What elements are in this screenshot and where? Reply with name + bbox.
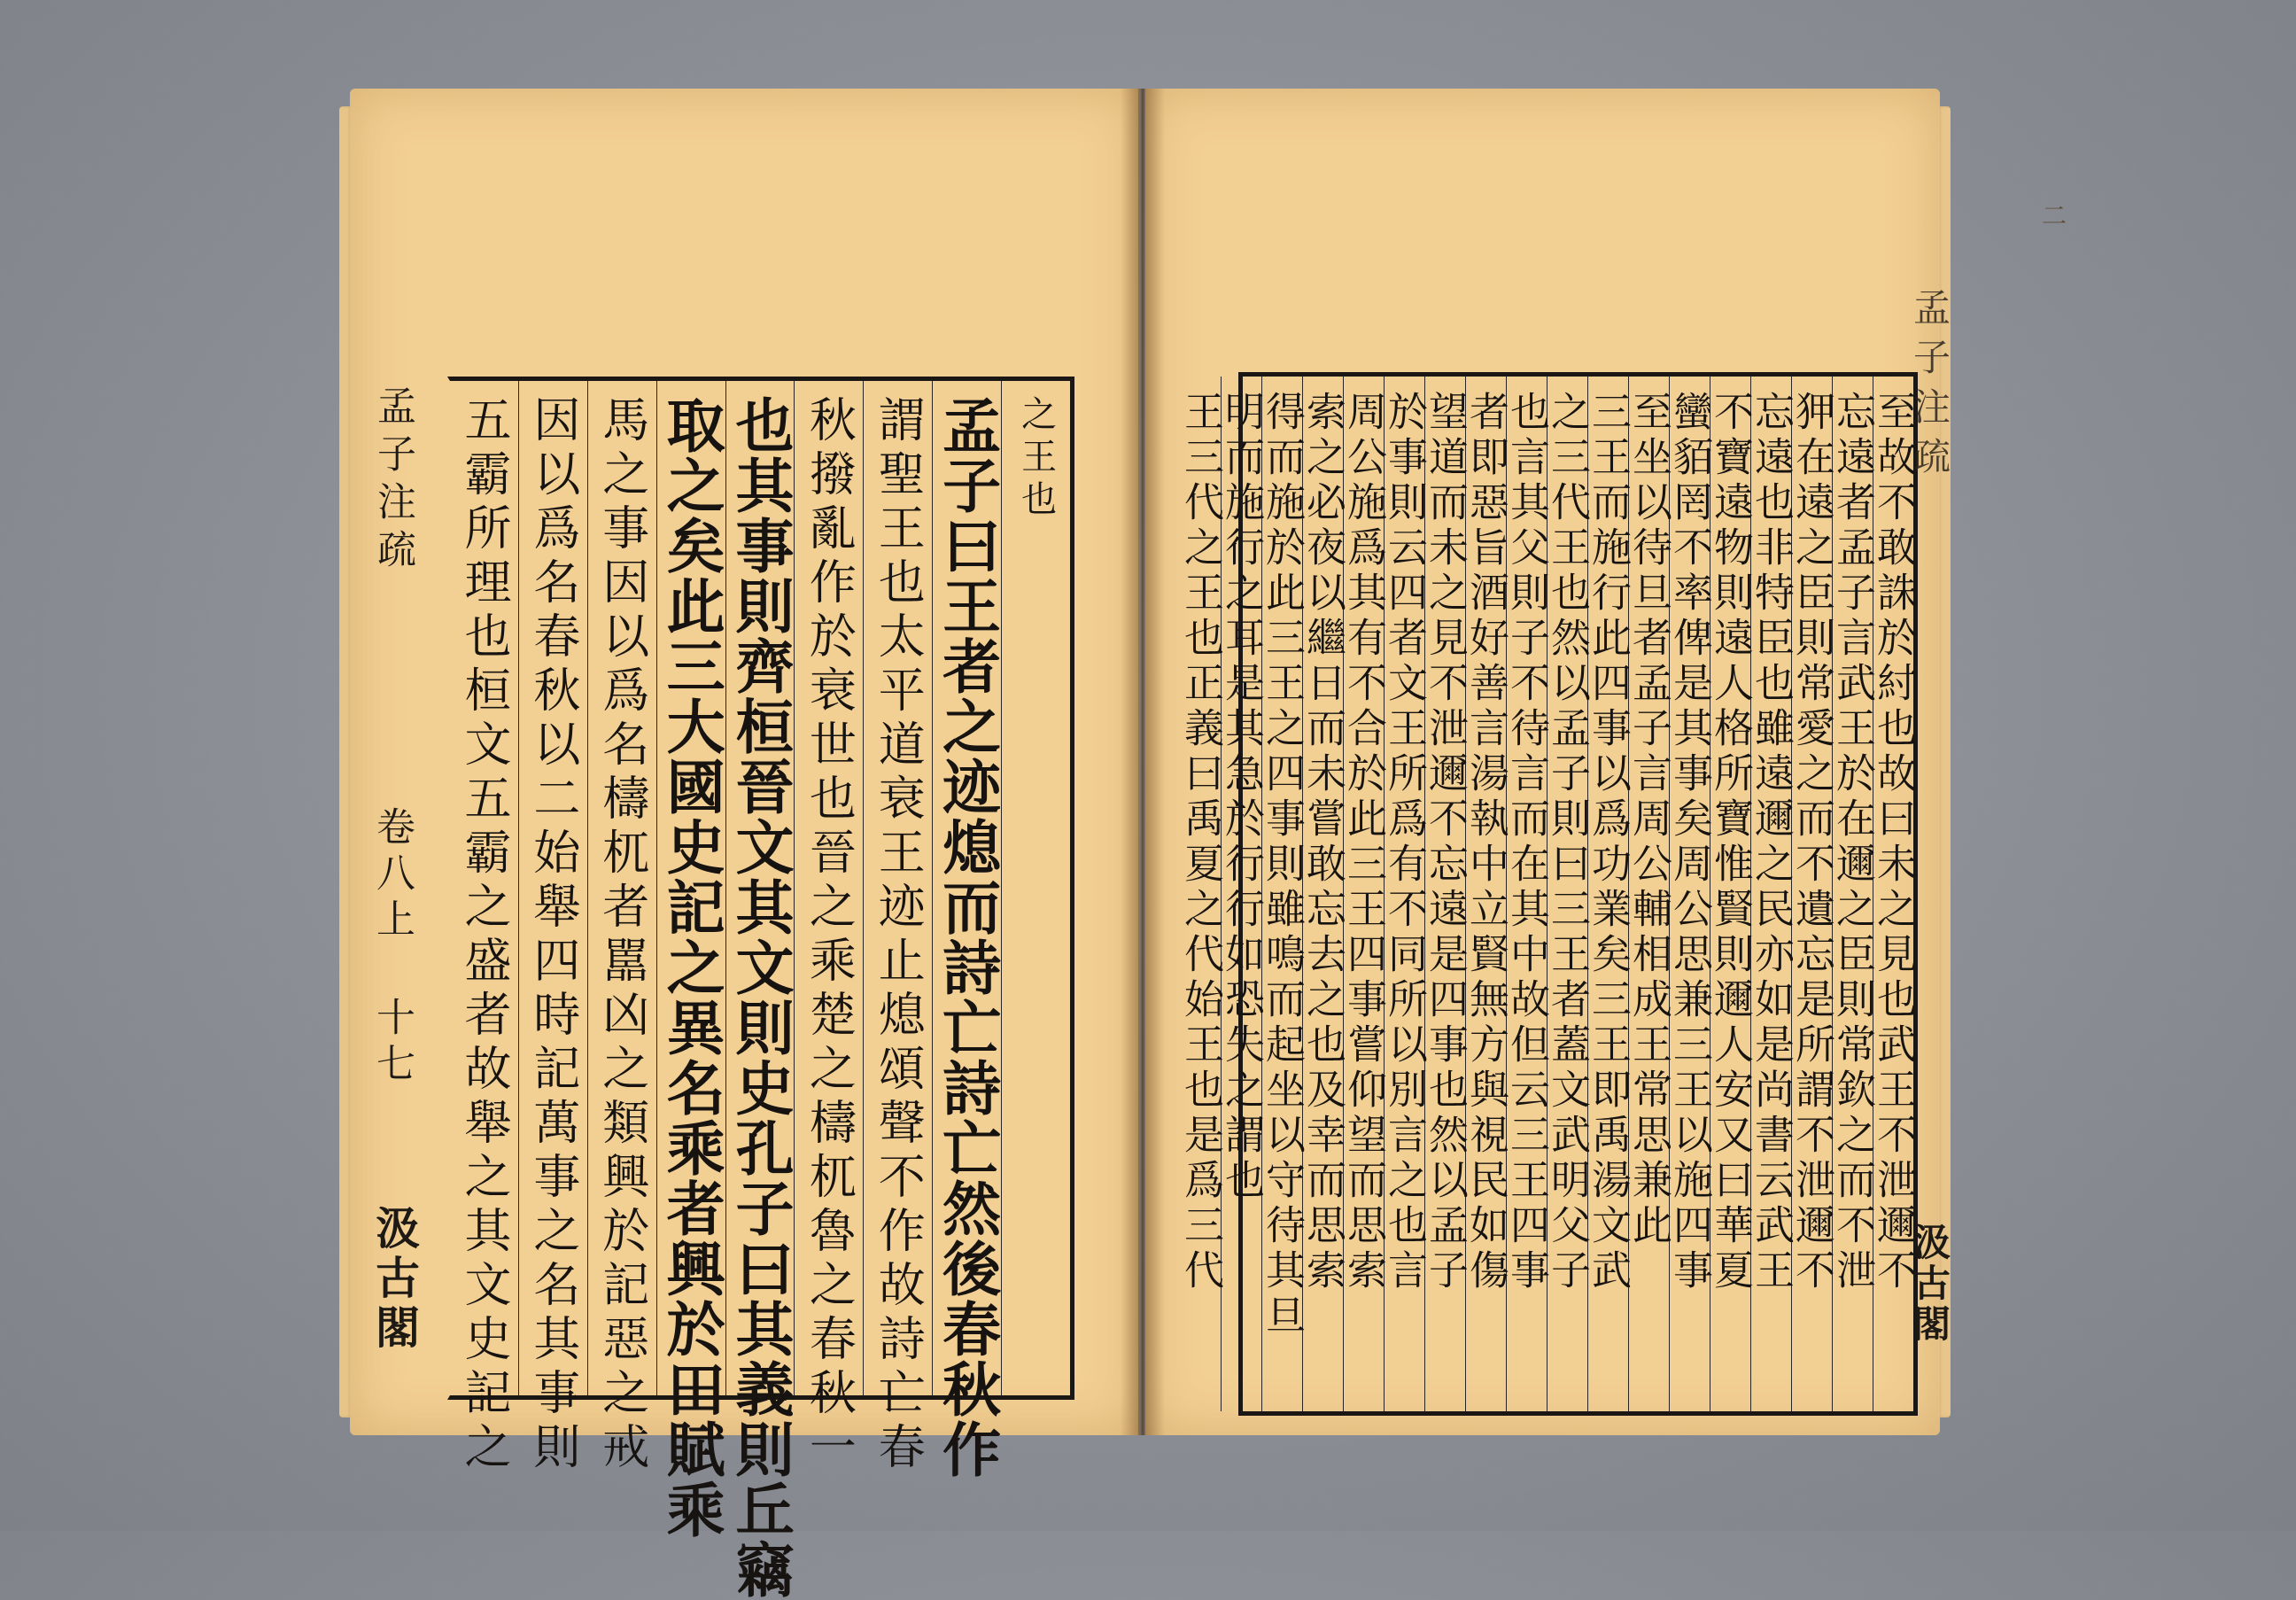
right-column-16: 得而施於此三王之四事則雖鳴而起坐以守待其旦 bbox=[1262, 377, 1303, 1411]
left-margin-publisher: 汲古閣 bbox=[368, 1205, 421, 1354]
left-column-9: 五霸所理也桓文五霸之盛者故舉之其文史記之 bbox=[450, 381, 519, 1395]
right-margin-publisher: 汲古閣 bbox=[1908, 1223, 1951, 1345]
right-column-11: 者即惡旨酒好善言湯執中立賢無方與視民如傷 bbox=[1466, 377, 1507, 1411]
right-column-17: 明而施行之耳是其急於行行如恐失之謂也 bbox=[1222, 377, 1262, 1411]
left-column-6: 取之矣此三大國史記之異名乘者興於田賦乘 bbox=[657, 381, 726, 1395]
right-column-5: 不寶遠物則遠人格所寶惟賢則邇人安又曰華夏 bbox=[1710, 377, 1751, 1411]
right-column-6: 蠻貊罔不率俾是其事矣周公思兼三王以施四事 bbox=[1670, 377, 1710, 1411]
left-margin-title: 孟子注疏 bbox=[370, 385, 415, 577]
right-column-10: 也言其父則子不待言而在其中故但云三王四事 bbox=[1507, 377, 1547, 1411]
book-gutter bbox=[1121, 89, 1165, 1435]
right-text-frame bbox=[1177, 372, 1918, 1416]
left-column-8: 因以爲名春秋以二始舉四時記萬事之名其事則 bbox=[519, 381, 588, 1395]
left-text-frame bbox=[447, 377, 1074, 1600]
right-column-2: 忘遠者孟子言武王於在邇之臣則常欽之而不泄 bbox=[1833, 377, 1873, 1411]
right-column-13: 於事則云四者文王所爲有不同所以別言之也言 bbox=[1385, 377, 1425, 1411]
open-book bbox=[350, 89, 2067, 1600]
left-column-3: 謂聖王也太平道衰王迹止熄頌聲不作故詩亡春 bbox=[864, 381, 933, 1395]
right-columns bbox=[1177, 377, 1917, 1411]
left-column-2: 孟子曰王者之迹熄而詩亡詩亡然後春秋作 bbox=[933, 381, 1002, 1395]
left-columns bbox=[450, 381, 1070, 1600]
right-column-7: 至坐以待旦者孟子言周公輔相成王常思兼此 bbox=[1629, 377, 1670, 1411]
left-margin-volume: 卷八上 十七 bbox=[369, 806, 415, 1089]
right-column-18: 王三代之王也正義曰禹夏之代始王也是爲三代 bbox=[1181, 377, 1222, 1411]
left-column-5: 也其事則齊桓晉文其文則史孔子曰其義則丘竊 bbox=[726, 381, 795, 1395]
left-column-7: 馬之事因以爲名檮杌者嚚凶之類興於記惡之戒 bbox=[588, 381, 657, 1395]
left-page bbox=[350, 89, 1138, 1600]
right-column-3: 狎在遠之臣則常愛之而不遺忘是所謂不泄邇不 bbox=[1792, 377, 1833, 1411]
right-column-14: 周公施爲其有不合於此三王四事嘗仰望而思索 bbox=[1344, 377, 1385, 1411]
right-column-1: 至故不敢誅於紂也故曰未之見也武王不泄邇不 bbox=[1870, 391, 1917, 1294]
right-margin-title: 孟子注疏 bbox=[1908, 288, 1951, 486]
right-column-9: 之三代王也然以孟子則曰三王者蓋文武明父子 bbox=[1547, 377, 1588, 1411]
left-column-1: 之王也 bbox=[1015, 395, 1057, 523]
page-number: 二 bbox=[2042, 201, 2067, 230]
right-column-8: 三王而施行此四事以爲功業矣三王即禹湯文武 bbox=[1588, 377, 1629, 1411]
right-column-4: 忘遠也非特臣也雖遠邇之民亦如是尚書云武王 bbox=[1751, 377, 1792, 1411]
right-column-12: 望道而未之見不泄邇不忘遠是四事也然以孟子 bbox=[1425, 377, 1466, 1411]
right-column-15: 索之必夜以繼日而未嘗敢忘去之也及幸而思索 bbox=[1303, 377, 1344, 1411]
left-column-4: 秋撥亂作於衰世也晉之乘楚之檮杌魯之春秋一 bbox=[795, 381, 864, 1395]
